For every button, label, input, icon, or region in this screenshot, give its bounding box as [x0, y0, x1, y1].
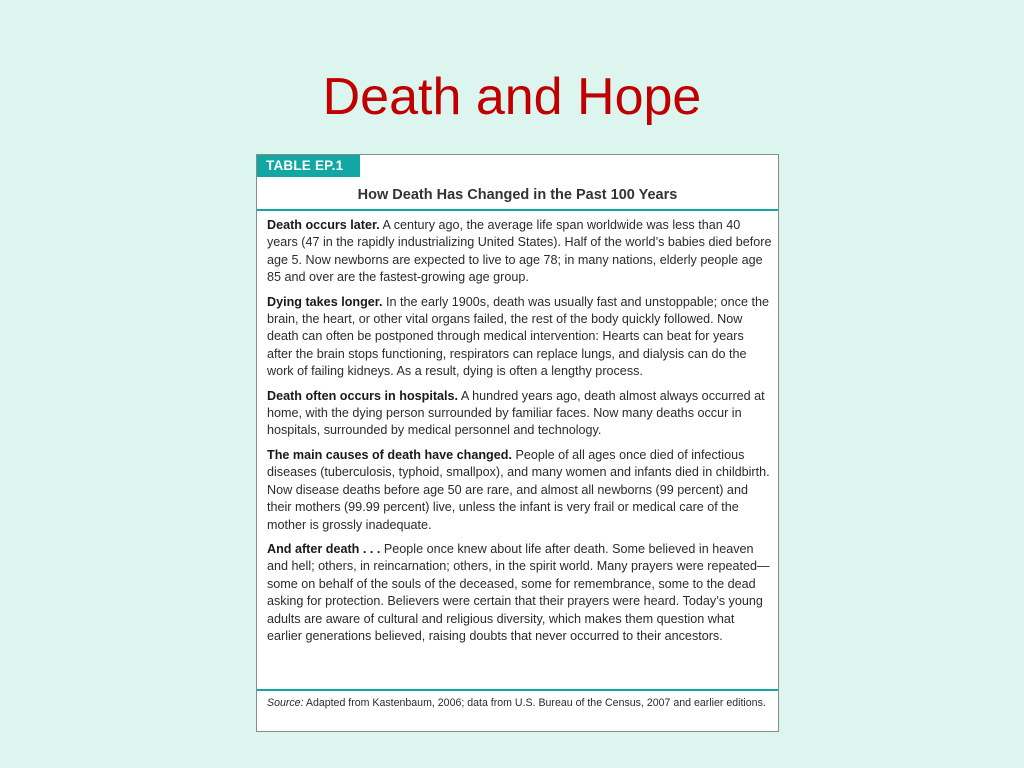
- row-text: A hundred years ago, death almost always occurred at home, with the dying person surrounded by familiar faces. Now many deaths occur in hospitals, surrounded by medical personnel and technology.: [267, 388, 765, 438]
- row-text: In the early 1900s, death was usually fast and unstoppable; once the brain, the heart, or other vital organs failed, the rest of the body quickly followed. Now death can often be postponed through medical intervention: Hearts can beat for years after the brain stops functioning, respirators can replace lungs, and dialysis can do the work of failing kidneys. As a result, dying is often a lengthy process.: [267, 294, 769, 379]
- row-heading: The main causes of death have changed.: [267, 447, 512, 462]
- table-rows: [267, 217, 772, 652]
- table-source-note: [267, 696, 767, 711]
- table-row: [267, 447, 772, 534]
- table-figure: [256, 154, 779, 732]
- table-heading: How Death Has Changed in the Past 100 Years: [357, 187, 678, 203]
- row-heading: Dying takes longer.: [267, 294, 383, 309]
- row-heading: And after death . . .: [267, 541, 381, 556]
- table-row: [267, 541, 772, 645]
- table-row: [267, 217, 772, 287]
- source-text: Adapted from Kastenbaum, 2006; data from U.S. Bureau of the Census, 2007 and earlier editions.: [305, 697, 766, 709]
- table-header-divider: [257, 209, 778, 211]
- slide-title: Death and Hope: [322, 68, 702, 126]
- row-text: People of all ages once died of infectious diseases (tuberculosis, typhoid, smallpox), and many women and infants died in childbirth. Now disease deaths before age 50 are rare, and almost all newborns (99 percent) and their mothers (99.99 percent) live, unless the infant is very frail or medical care of the mother is grossly inadequate.: [267, 447, 770, 532]
- table-row: [267, 388, 772, 440]
- row-text: People once knew about life after death. Some believed in heaven and hell; others, in reincarnation; others, in the spirit world. Many prayers were repeated—some on behalf of the souls of the deceased, some for remembrance, some to the dead asking for protection. Believers were certain that their prayers were heard. Today’s young adults are aware of cultural and religious diversity, which makes them question what earlier generations believed, raising doubts that never occurred to their ancestors.: [267, 541, 770, 643]
- table-footer-divider: [257, 689, 778, 691]
- row-text: A century ago, the average life span worldwide was less than 40 years (47 in the rapidly industrializing United States). Half of the world’s babies died before age 5. Now newborns are expected to live to age 78; in many nations, elderly people age 85 and over are the fastest-growing age group.: [267, 218, 772, 285]
- table-label: TABLE EP.1: [257, 155, 360, 177]
- row-heading: Death often occurs in hospitals.: [267, 388, 459, 403]
- table-row: [267, 294, 772, 381]
- source-label: Source:: [267, 697, 304, 709]
- row-heading: Death occurs later.: [267, 218, 380, 232]
